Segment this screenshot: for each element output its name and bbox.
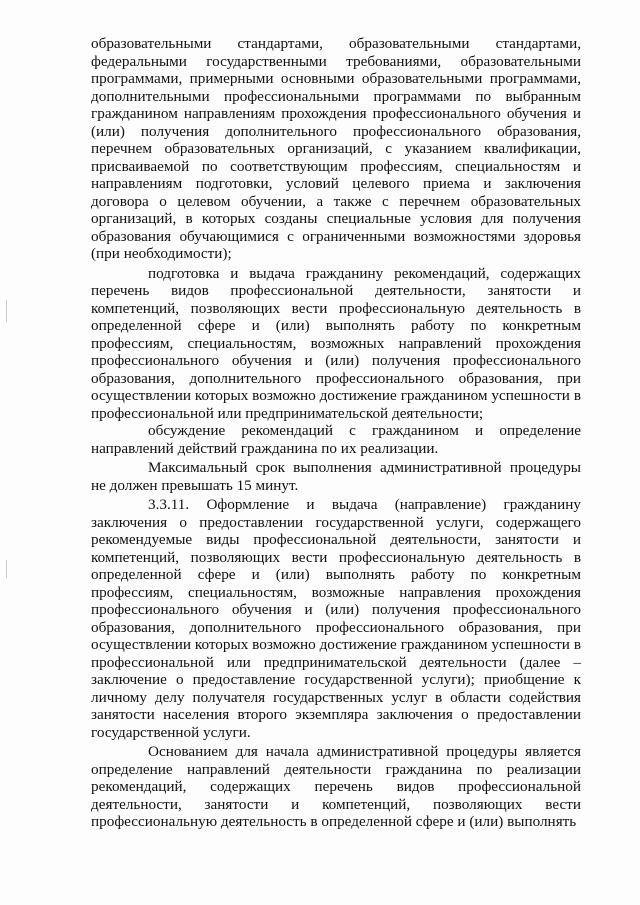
paragraph-education-standards: образовательными стандартами, образовательными стандартами, федеральными государственными требованиями, образовательными программами, примерными основными образовательными программами, дополнительными профессиональными программами по выбранным гражданином направлениям прохождения профессионального обучения и (или) получения дополнительного профессионального образования, перечнем образовательных организаций, с указанием квалификации, присваиваемой по соответствующим профессиям, специальностям и направлениям подготовки, условий целевого приема и заключения договора о целевом обучении, а также с перечнем образовательных организаций, в которых созданы специальные условия для получения образования обучающимися с ограниченными возможностями здоровья (при необходимости); — [91, 35, 581, 262]
paragraph-procedure-basis: Основанием для начала административной процедуры является определение направлений деятельности гражданина по реализации рекомендаций, содержащих перечень видов профессиональной деятельности, занятости и компетенций, позволяющих вести профессиональную деятельность в определенной сфере и (или) выполнять — [91, 743, 581, 830]
document-body — [91, 35, 581, 831]
scan-edge-mark — [6, 300, 7, 322]
paragraph-section-3-3-11: 3.3.11. Оформление и выдача (направление) гражданину заключения о предоставлении государственной услуги, содержащего рекомендуемые виды профессиональной деятельности, занятости и компетенций, позволяющих вести профессиональную деятельность в определенной сфере и (или) выполнять работу по конкретным профессиям, специальностям, возможные направления прохождения профессионального обучения и (или) получения профессионального образования, дополнительного профессионального образования, при осуществлении которых возможно достижение гражданином успешности в профессиональной или предпринимательской деятельности (далее – заключение о предоставление государственной услуги); приобщение к личному делу получателя государственных услуг в области содействия занятости населения второго экземпляра заключения о предоставлении государственной услуги. — [91, 496, 581, 741]
paragraph-max-duration: Максимальный срок выполнения административной процедуры не должен превышать 15 минут. — [91, 459, 581, 494]
paragraph-recommendations-discussion: обсуждение рекомендаций с гражданином и определение направлений действий гражданина по их реализации. — [91, 422, 581, 457]
scan-edge-mark — [6, 560, 7, 578]
paragraph-recommendations-preparation: подготовка и выдача гражданину рекомендаций, содержащих перечень видов профессиональной деятельности, занятости и компетенций, позволяющих вести профессиональную деятельность в определенной сфере и (или) выполнять работу по конкретным профессиям, специальностям, возможных направлений прохождения профессионального обучения и (или) получения профессионального образования, дополнительного профессионального образования, при осуществлении которых возможно достижение гражданином успешности в профессиональной или предпринимательской деятельности; — [91, 264, 581, 422]
